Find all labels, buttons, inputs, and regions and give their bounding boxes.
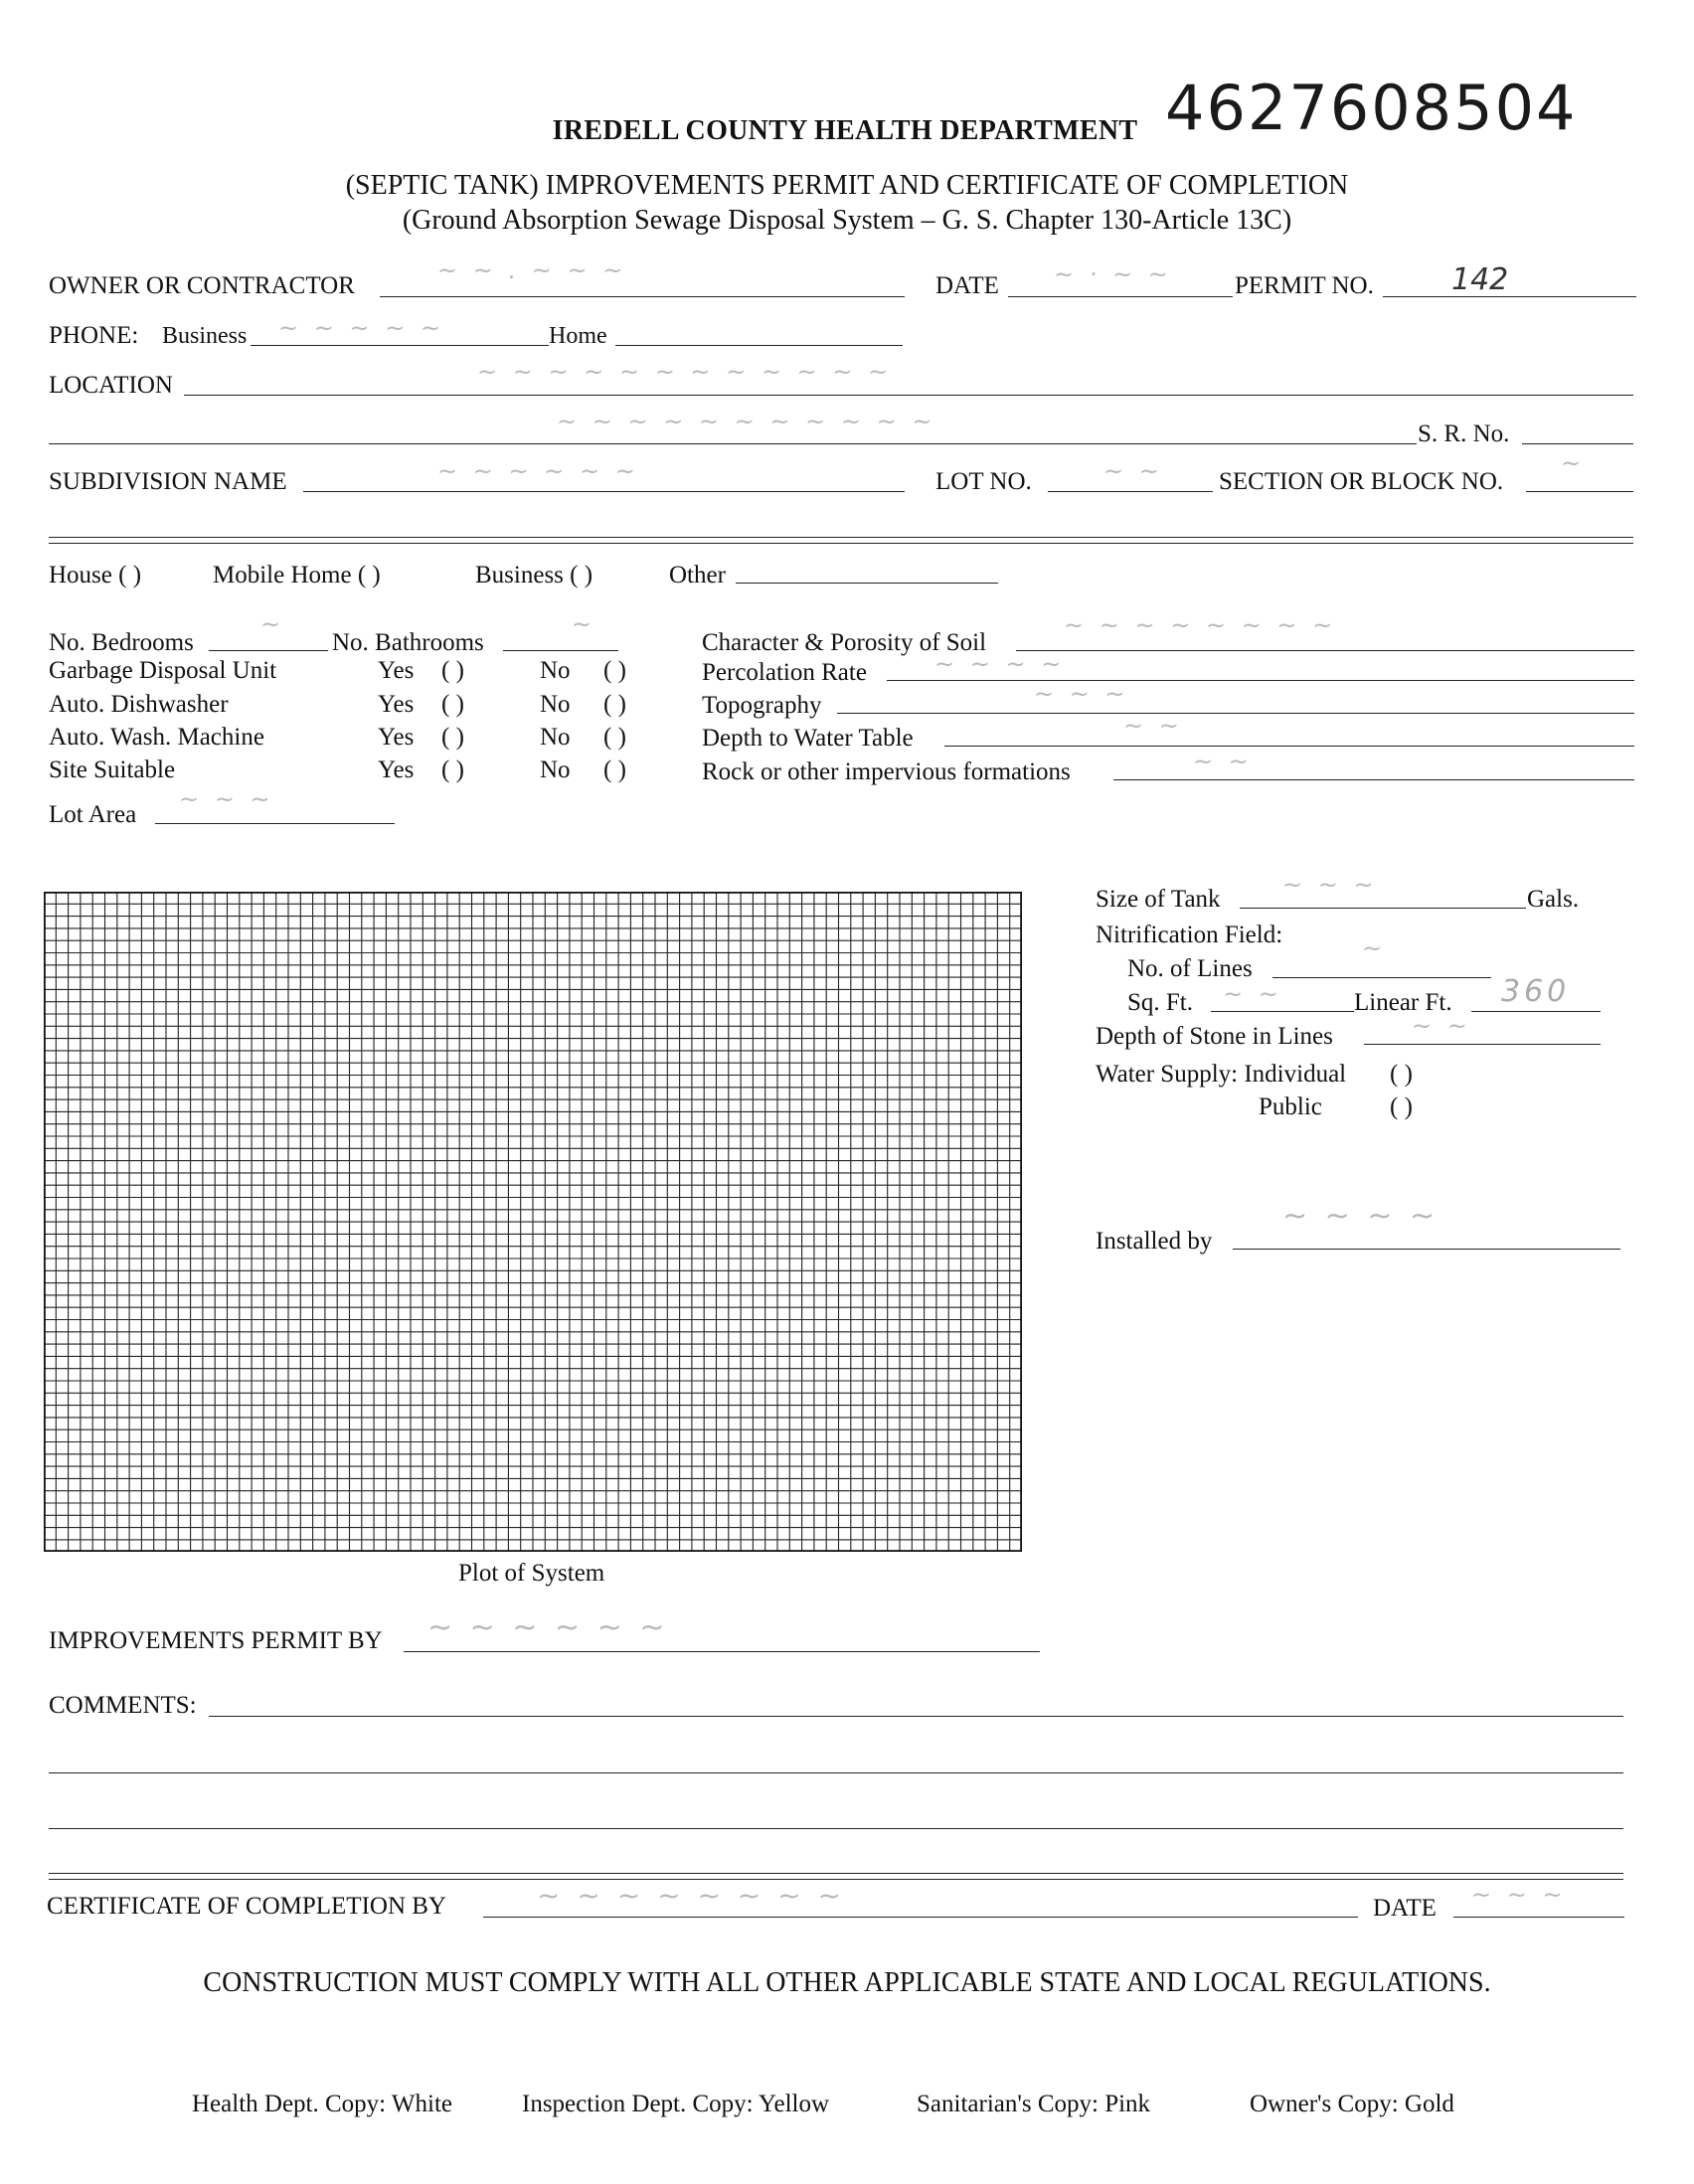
stone-depth-field[interactable] [1364,1044,1601,1045]
permit-label: PERMIT NO. [1235,272,1374,299]
installed-by-field[interactable] [1233,1249,1620,1250]
water-table-field[interactable] [944,746,1634,747]
soil-handwriting: ~ ~ ~ ~ ~ ~ ~ ~ [1064,611,1337,639]
date-label: DATE [935,272,999,299]
sr-no-field[interactable] [1522,443,1633,444]
permit-field[interactable] [1383,296,1636,297]
bathrooms-label: No. Bathrooms [332,629,484,656]
garbage-label: Garbage Disposal Unit [49,657,277,684]
sq-ft-label: Sq. Ft. [1127,989,1194,1016]
comments-line-1[interactable] [209,1716,1623,1717]
improvements-by-signature: ~ ~ ~ ~ ~ ~ [427,1610,669,1645]
improvements-by-field[interactable] [404,1651,1040,1652]
stone-depth-label: Depth of Stone in Lines [1096,1023,1333,1050]
site-suitable-label: Site Suitable [49,756,176,783]
form-subtitle: (SEPTIC TANK) IMPROVEMENTS PERMIT AND CERTIFICATE OF COMPLETION [345,170,1349,201]
lot-area-label: Lot Area [49,801,137,828]
bathrooms-field[interactable] [503,650,618,651]
copy-owner: Owner's Copy: Gold [1250,2091,1454,2117]
home-phone-field[interactable] [615,345,903,346]
stone-depth-handwriting: ~ ~ [1412,1012,1471,1040]
comments-line-2[interactable] [49,1772,1623,1773]
improvements-by-label: IMPROVEMENTS PERMIT BY [49,1627,383,1654]
copy-sanitarian: Sanitarian's Copy: Pink [917,2091,1151,2117]
lot-no-handwriting: ~ ~ [1103,457,1163,485]
garbage-no-checkbox[interactable]: ( ) [603,657,626,684]
subdivision-handwriting: ~ ~ ~ ~ ~ ~ [437,457,639,485]
lot-no-label: LOT NO. [935,468,1032,495]
plot-grid[interactable] [44,892,1022,1552]
section-label: SECTION OR BLOCK NO. [1219,468,1504,495]
location-handwriting: ~ ~ ~ ~ ~ ~ ~ ~ ~ ~ ~ ~ [477,358,893,386]
garbage-yes-label: Yes [378,657,415,684]
site-suitable-no-label: No [540,756,571,783]
wash-machine-no-checkbox[interactable]: ( ) [603,724,626,751]
mobile-home-checkbox[interactable]: Mobile Home ( ) [213,562,381,588]
bedrooms-handwriting: ~ [260,610,285,638]
dishwasher-label: Auto. Dishwasher [49,691,229,718]
comments-line-3[interactable] [49,1828,1623,1829]
bedrooms-field[interactable] [209,650,328,651]
certificate-by-field[interactable] [483,1917,1358,1918]
no-lines-handwriting: ~ [1362,934,1387,962]
rock-field[interactable] [1113,779,1634,780]
divider-bottom [49,1873,1623,1874]
department-title: IREDELL COUNTY HEALTH DEPARTMENT [552,115,1138,146]
dishwasher-yes-label: Yes [378,691,415,718]
section-field[interactable] [1526,491,1633,492]
owner-label: OWNER OR CONTRACTOR [49,272,355,299]
water-supply-label: Water Supply: Individual [1096,1061,1347,1088]
cert-date-label: DATE [1373,1895,1437,1922]
tank-size-field[interactable] [1240,908,1526,909]
certificate-by-label: CERTIFICATE OF COMPLETION BY [47,1893,446,1920]
location-field[interactable] [184,395,1633,396]
home-phone-label: Home [549,323,607,349]
water-supply-public-checkbox[interactable]: ( ) [1390,1093,1413,1120]
lot-no-field[interactable] [1048,491,1213,492]
nitrification-label: Nitrification Field: [1096,922,1283,948]
water-supply-public-label: Public [1259,1093,1322,1120]
wash-machine-no-label: No [540,724,571,751]
other-field[interactable] [736,583,998,584]
linear-ft-field[interactable] [1471,1011,1601,1012]
tank-size-handwriting: ~ ~ ~ [1282,871,1378,899]
sr-no-label: S. R. No. [1418,420,1510,447]
cert-date-handwriting: ~ ~ ~ [1471,1881,1567,1909]
site-suitable-no-checkbox[interactable]: ( ) [603,756,626,783]
owner-handwriting: ~ ~ . ~ ~ ~ [437,256,627,284]
no-lines-label: No. of Lines [1127,955,1253,982]
bathrooms-handwriting: ~ [572,610,596,638]
topography-handwriting: ~ ~ ~ [1034,680,1129,708]
other-label: Other [669,562,726,588]
soil-label: Character & Porosity of Soil [702,629,987,656]
business-phone-label: Business [162,323,248,349]
copy-inspection-dept: Inspection Dept. Copy: Yellow [522,2091,830,2117]
certificate-by-signature: ~ ~ ~ ~ ~ ~ ~ ~ [537,1879,845,1912]
topography-label: Topography [702,692,822,719]
house-checkbox[interactable]: House ( ) [49,562,142,588]
sq-ft-field[interactable] [1211,1011,1354,1012]
percolation-field[interactable] [887,680,1634,681]
dishwasher-yes-checkbox[interactable]: ( ) [441,691,464,718]
lot-area-handwriting: ~ ~ ~ [179,785,274,813]
water-supply-individual-checkbox[interactable]: ( ) [1390,1061,1413,1088]
sq-ft-handwriting: ~ ~ [1223,980,1282,1008]
water-table-handwriting: ~ ~ [1123,712,1183,740]
garbage-no-label: No [540,657,571,684]
form-subtitle-2: (Ground Absorption Sewage Disposal System – G. S. Chapter 130-Article 13C) [402,205,1292,236]
dishwasher-no-checkbox[interactable]: ( ) [603,691,626,718]
percolation-handwriting: ~ ~ ~ ~ [934,650,1066,678]
wash-machine-yes-checkbox[interactable]: ( ) [441,724,464,751]
gals-label: Gals. [1527,886,1580,913]
business-phone-field[interactable] [251,345,549,346]
linear-ft-label: Linear Ft. [1354,989,1452,1016]
linear-ft-value: 360 [1501,974,1571,1009]
bedrooms-label: No. Bedrooms [49,629,194,656]
topography-field[interactable] [837,713,1634,714]
installed-by-handwriting: ~ ~ ~ ~ [1282,1199,1440,1234]
tank-size-label: Size of Tank [1096,886,1221,913]
document-number: 4627608504 [1165,72,1578,144]
lot-area-field[interactable] [155,823,395,824]
plot-label: Plot of System [458,1560,605,1587]
comments-label: COMMENTS: [49,1692,197,1719]
rock-label: Rock or other impervious formations [702,758,1071,785]
copy-health-dept: Health Dept. Copy: White [192,2091,452,2117]
cert-date-field[interactable] [1453,1917,1624,1918]
wash-machine-yes-label: Yes [378,724,415,751]
business-phone-handwriting: ~ ~ ~ ~ ~ [278,314,445,342]
subdivision-field[interactable] [303,491,905,492]
percolation-label: Percolation Rate [702,659,867,686]
water-table-label: Depth to Water Table [702,725,914,752]
no-lines-field[interactable] [1272,977,1491,978]
phone-label: PHONE: [49,322,139,349]
compliance-notice: CONSTRUCTION MUST COMPLY WITH ALL OTHER APPLICABLE STATE AND LOCAL REGULATIONS. [203,1967,1491,1998]
divider-top [49,537,1633,538]
site-suitable-yes-checkbox[interactable]: ( ) [441,756,464,783]
section-handwriting: ~ [1561,449,1586,477]
dishwasher-no-label: No [540,691,571,718]
location-handwriting-2: ~ ~ ~ ~ ~ ~ ~ ~ ~ ~ ~ [557,408,936,435]
soil-field[interactable] [1016,650,1634,651]
location-label: LOCATION [49,372,173,399]
wash-machine-label: Auto. Wash. Machine [49,724,264,751]
site-suitable-yes-label: Yes [378,756,415,783]
installed-by-label: Installed by [1096,1228,1213,1255]
garbage-yes-checkbox[interactable]: ( ) [441,657,464,684]
date-handwriting: ~ · ~ ~ [1054,260,1172,288]
business-checkbox[interactable]: Business ( ) [475,562,593,588]
permit-number: 142 [1451,262,1509,297]
rock-handwriting: ~ ~ [1193,748,1253,775]
date-field[interactable] [1008,296,1233,297]
subdivision-label: SUBDIVISION NAME [49,468,287,495]
owner-field[interactable] [380,296,905,297]
location-field-2[interactable] [49,443,1417,444]
divider-top-2 [49,543,1633,544]
